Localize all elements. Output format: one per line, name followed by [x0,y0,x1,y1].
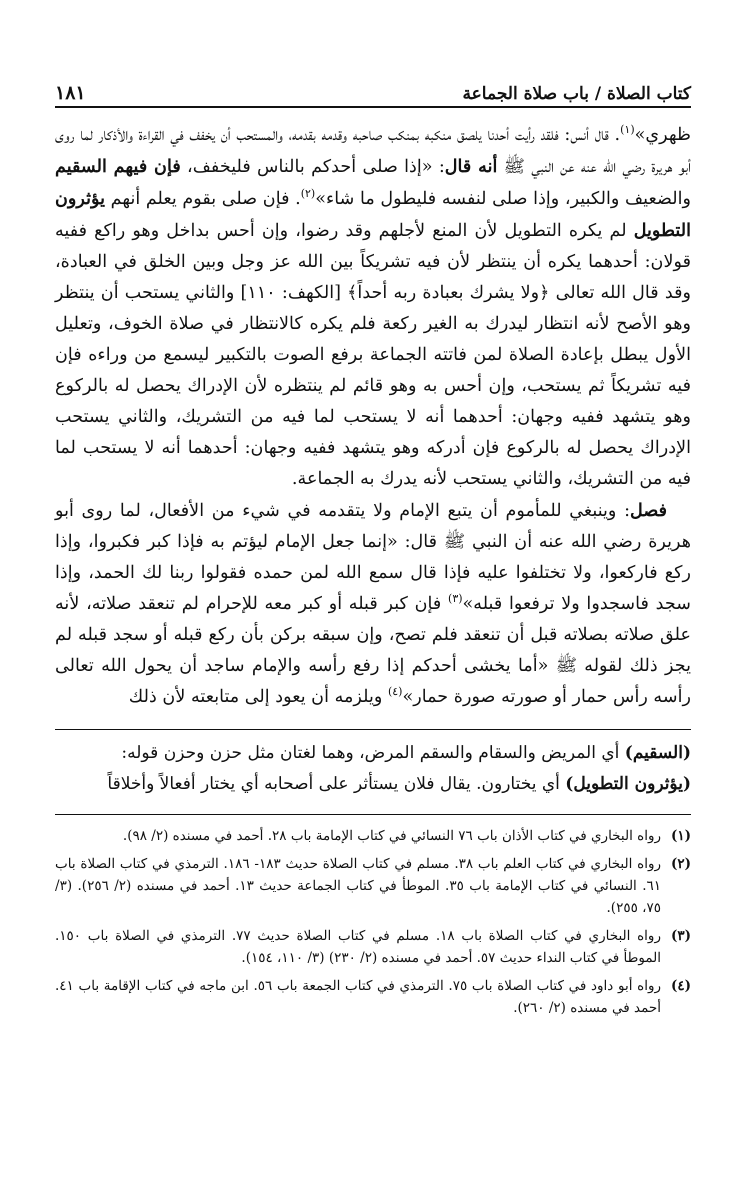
page-header [55,70,691,108]
glossary-term-yuthirun: يؤثرون التطويل [55,188,691,241]
footnote-text: رواه البخاري في كتاب العلم باب ٣٨. مسلم في كتاب الصلاة حديث ١٨٣- ١٨٦. الترمذي في كتاب الصلاة باب ٦١. النسائي في كتاب الإمامة باب ٣٥. الموطأ في كتاب الجماعة حديث ١٣. أحمد في مسنده (٢/ ٢٥٦). (٣/ ٧٥، ٢٥٥). [55,856,662,916]
footnote-text: رواه أبو داود في كتاب الصلاة باب ٧٥. الترمذي في كتاب الجمعة باب ٥٦. ابن ماجه في كتاب الإقامة باب ٤١. أحمد في مسنده (٢/ ٢٦٠). [55,978,662,1016]
footnote-number: (٤) [670,978,691,994]
glossary-entry: (يؤثرون التطويل) أي يختارون. يقال فلان يستأثر على أصحابه أي يختار أفعالاً وأخلاقاً [107,774,691,794]
footnotes [55,825,691,1019]
footnote-text: رواه البخاري في كتاب الصلاة باب ١٨. مسلم في كتاب الصلاة حديث ٧٧. الترمذي في الصلاة باب ١٥٠. الموطأ في كتاب النداء حديث ٥٧. أحمد في مسنده (٢/ ٢٣٠) (٣/ ١١٠، ١٥٤). [55,928,661,966]
footnote-text: رواه البخاري في كتاب الأذان باب ٧٦ النسائي في كتاب الإمامة باب ٢٨. أحمد في مسنده (٢/ ٩٨). [122,828,661,844]
page-number: ١٨١ [55,82,86,104]
footnote-ref-3[interactable]: (٣) [448,592,463,606]
glossary-entry: (السقيم) أي المريض والسقام والسقم المرض، وهما لغتان مثل حزن وحزن قوله: [121,743,691,763]
glossary-divider [55,729,691,730]
main-text [55,120,691,713]
footnote-number: (١) [670,828,691,844]
section-heading-fasl: فصل [630,500,667,521]
footnote-3 [55,925,691,969]
glossary-term-saqim: فإن فيهم السقيم [55,156,181,177]
glossary [55,738,691,800]
footnote-1 [55,825,691,847]
footnote-number: (٢) [670,856,691,872]
footnotes-divider [55,814,691,815]
paragraph-1: ظهري»$^{(١)}$. قال أنس: فلقد رأيت أحدنا يلصق منكبه بمنكب صاحبه وقدمه بقدمه، والمستحب أن يخفف في القراءة والأذكار لما روى أبو هريرة رضي الله عنه عن النبي ﷺ أنه قال: «إذا صلى أحدكم بالناس فليخفف، فإن فيهم السقيم والضعيف والكبير، وإذا صلى لنفسه فليطول ما شاء»$^{(٢)}$. فإن صلى بقوم يعلم أنهم يؤثرون التطويل لم يكره التطويل لأن المنع لأجلهم وقد رضوا، وإن أحس بداخل وهو راكع ففيه قولان: أحدهما يكره أن ينتظر لأن فيه تشريكاً بين الله عز وجل وبين الخلق في العبادة، وقد قال الله تعالى ﴿ولا يشرك بعبادة ربه أحداً﴾ [الكهف: ١١٠] والثاني يستحب أن ينتظر وهو الأصح لأنه انتظار ليدرك به الغير ركعة فلم يكره كالانتظار في صلاة الخوف، وتعليل الأول يبطل بإعادة الصلاة لمن فاتته الجماعة برفع الصوت بالتكبير ليسمع من وراءه فإن فيه تشريكاً ثم يستحب، وإن أحس به وهو قائم لم ينتظره لأن الإدراك يحصل له بالركوع وهو يتشهد ففيه وجهان: أحدهما أنه لا يستحب لما فيه من التشريك، والثاني يستحب الإدراك يحصل له بالركوع فإن أدركه وهو يتشهد ففيه وجهان: أحدهما أنه لا يستحب لما فيه من التشريك، والثاني يستحب لأنه يدرك به الجماعة. [55,123,692,489]
book-page [55,70,691,1025]
paragraph-2: فصل: وينبغي للمأموم أن يتبع الإمام ولا يتقدمه في شيء من الأفعال، لما روى أبو هريرة رضي الله عنه أن النبي ﷺ قال: «إنما جعل الإمام ليؤتم به فإذا كبر فكبروا، وإذا ركع فاركعوا، ولا تختلفوا عليه فإذا قال سمع الله لمن حمده فقولوا ربنا لك الحمد، وإذا سجد فاسجدوا ولا ترفعوا قبله»$^{(٣)}$ فإن كبر قبله أو كبر معه للإحرام لم تنعقد صلاته، لأنه علق صلاته بصلاته قبل أن تنعقد فلم تصح، وإن سبقه بركن بأن ركع قبله أو سجد قبله لم يجز ذلك لقوله ﷺ «أما يخشى أحدكم إذا رفع رأسه والإمام ساجد أن يحول الله تعالى رأسه رأس حمار أو صورته صورة حمار»$^{(٤)}$ ويلزمه أن يعود إلى متابعته لأن ذلك [55,500,691,707]
running-title: كتاب الصلاة / باب صلاة الجماعة [462,84,691,104]
footnote-ref-2[interactable]: (٢) [300,187,316,201]
footnote-number: (٣) [670,928,691,944]
footnote-ref-4[interactable]: (٤) [387,685,403,699]
footnote-4 [55,975,691,1019]
footnote-ref-1[interactable]: (١) [620,123,635,137]
footnote-2 [55,853,691,919]
